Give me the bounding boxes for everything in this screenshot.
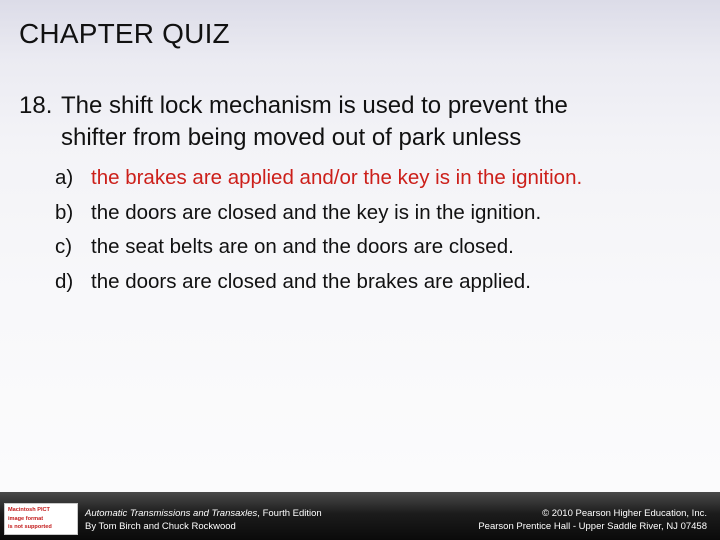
book-authors: By Tom Birch and Chuck Rockwood — [85, 520, 236, 532]
publisher-text: Pearson Prentice Hall - Upper Saddle River, NJ 07458 — [478, 520, 707, 532]
answer-letter: d) — [55, 269, 74, 293]
answer-letter: b) — [55, 200, 74, 224]
answer-text: the doors are closed and the key is in the ignition. — [91, 200, 542, 224]
answer-a — [55, 161, 582, 196]
question-line-1 — [19, 90, 699, 122]
answer-letter: c) — [55, 235, 73, 258]
answer-text: the seat belts are on and the doors are closed. — [91, 235, 514, 258]
book-edition: , Fourth Edition — [257, 508, 322, 519]
answer-b — [55, 196, 582, 231]
answer-text: the doors are closed and the brakes are applied. — [91, 269, 531, 293]
answer-c — [55, 230, 582, 265]
logo-line: is not supported — [8, 524, 52, 531]
question-number: 18. — [19, 92, 53, 119]
copyright-text: © 2010 Pearson Higher Education, Inc. — [542, 508, 707, 519]
slide-title: CHAPTER QUIZ — [19, 18, 230, 49]
book-title-line — [85, 508, 322, 521]
question-text-line-2: shifter from being moved out of park unless — [61, 124, 522, 151]
footer-copyright — [478, 508, 707, 533]
footer-book-info — [85, 508, 322, 533]
question-text-line-1: The shift lock mechanism is used to prevent the — [61, 92, 568, 119]
answer-list — [55, 161, 582, 299]
answer-text: the brakes are applied and/or the key is in the ignition. — [91, 166, 583, 189]
answer-letter: a) — [55, 166, 74, 189]
logo-line: Macintosh PICT — [8, 507, 50, 513]
question — [19, 90, 699, 154]
publisher-logo-placeholder — [4, 503, 78, 535]
book-title: Automatic Transmissions and Transaxles — [85, 508, 258, 519]
footer-bar — [0, 492, 720, 540]
logo-line: image format — [8, 515, 44, 522]
answer-d — [55, 265, 582, 300]
